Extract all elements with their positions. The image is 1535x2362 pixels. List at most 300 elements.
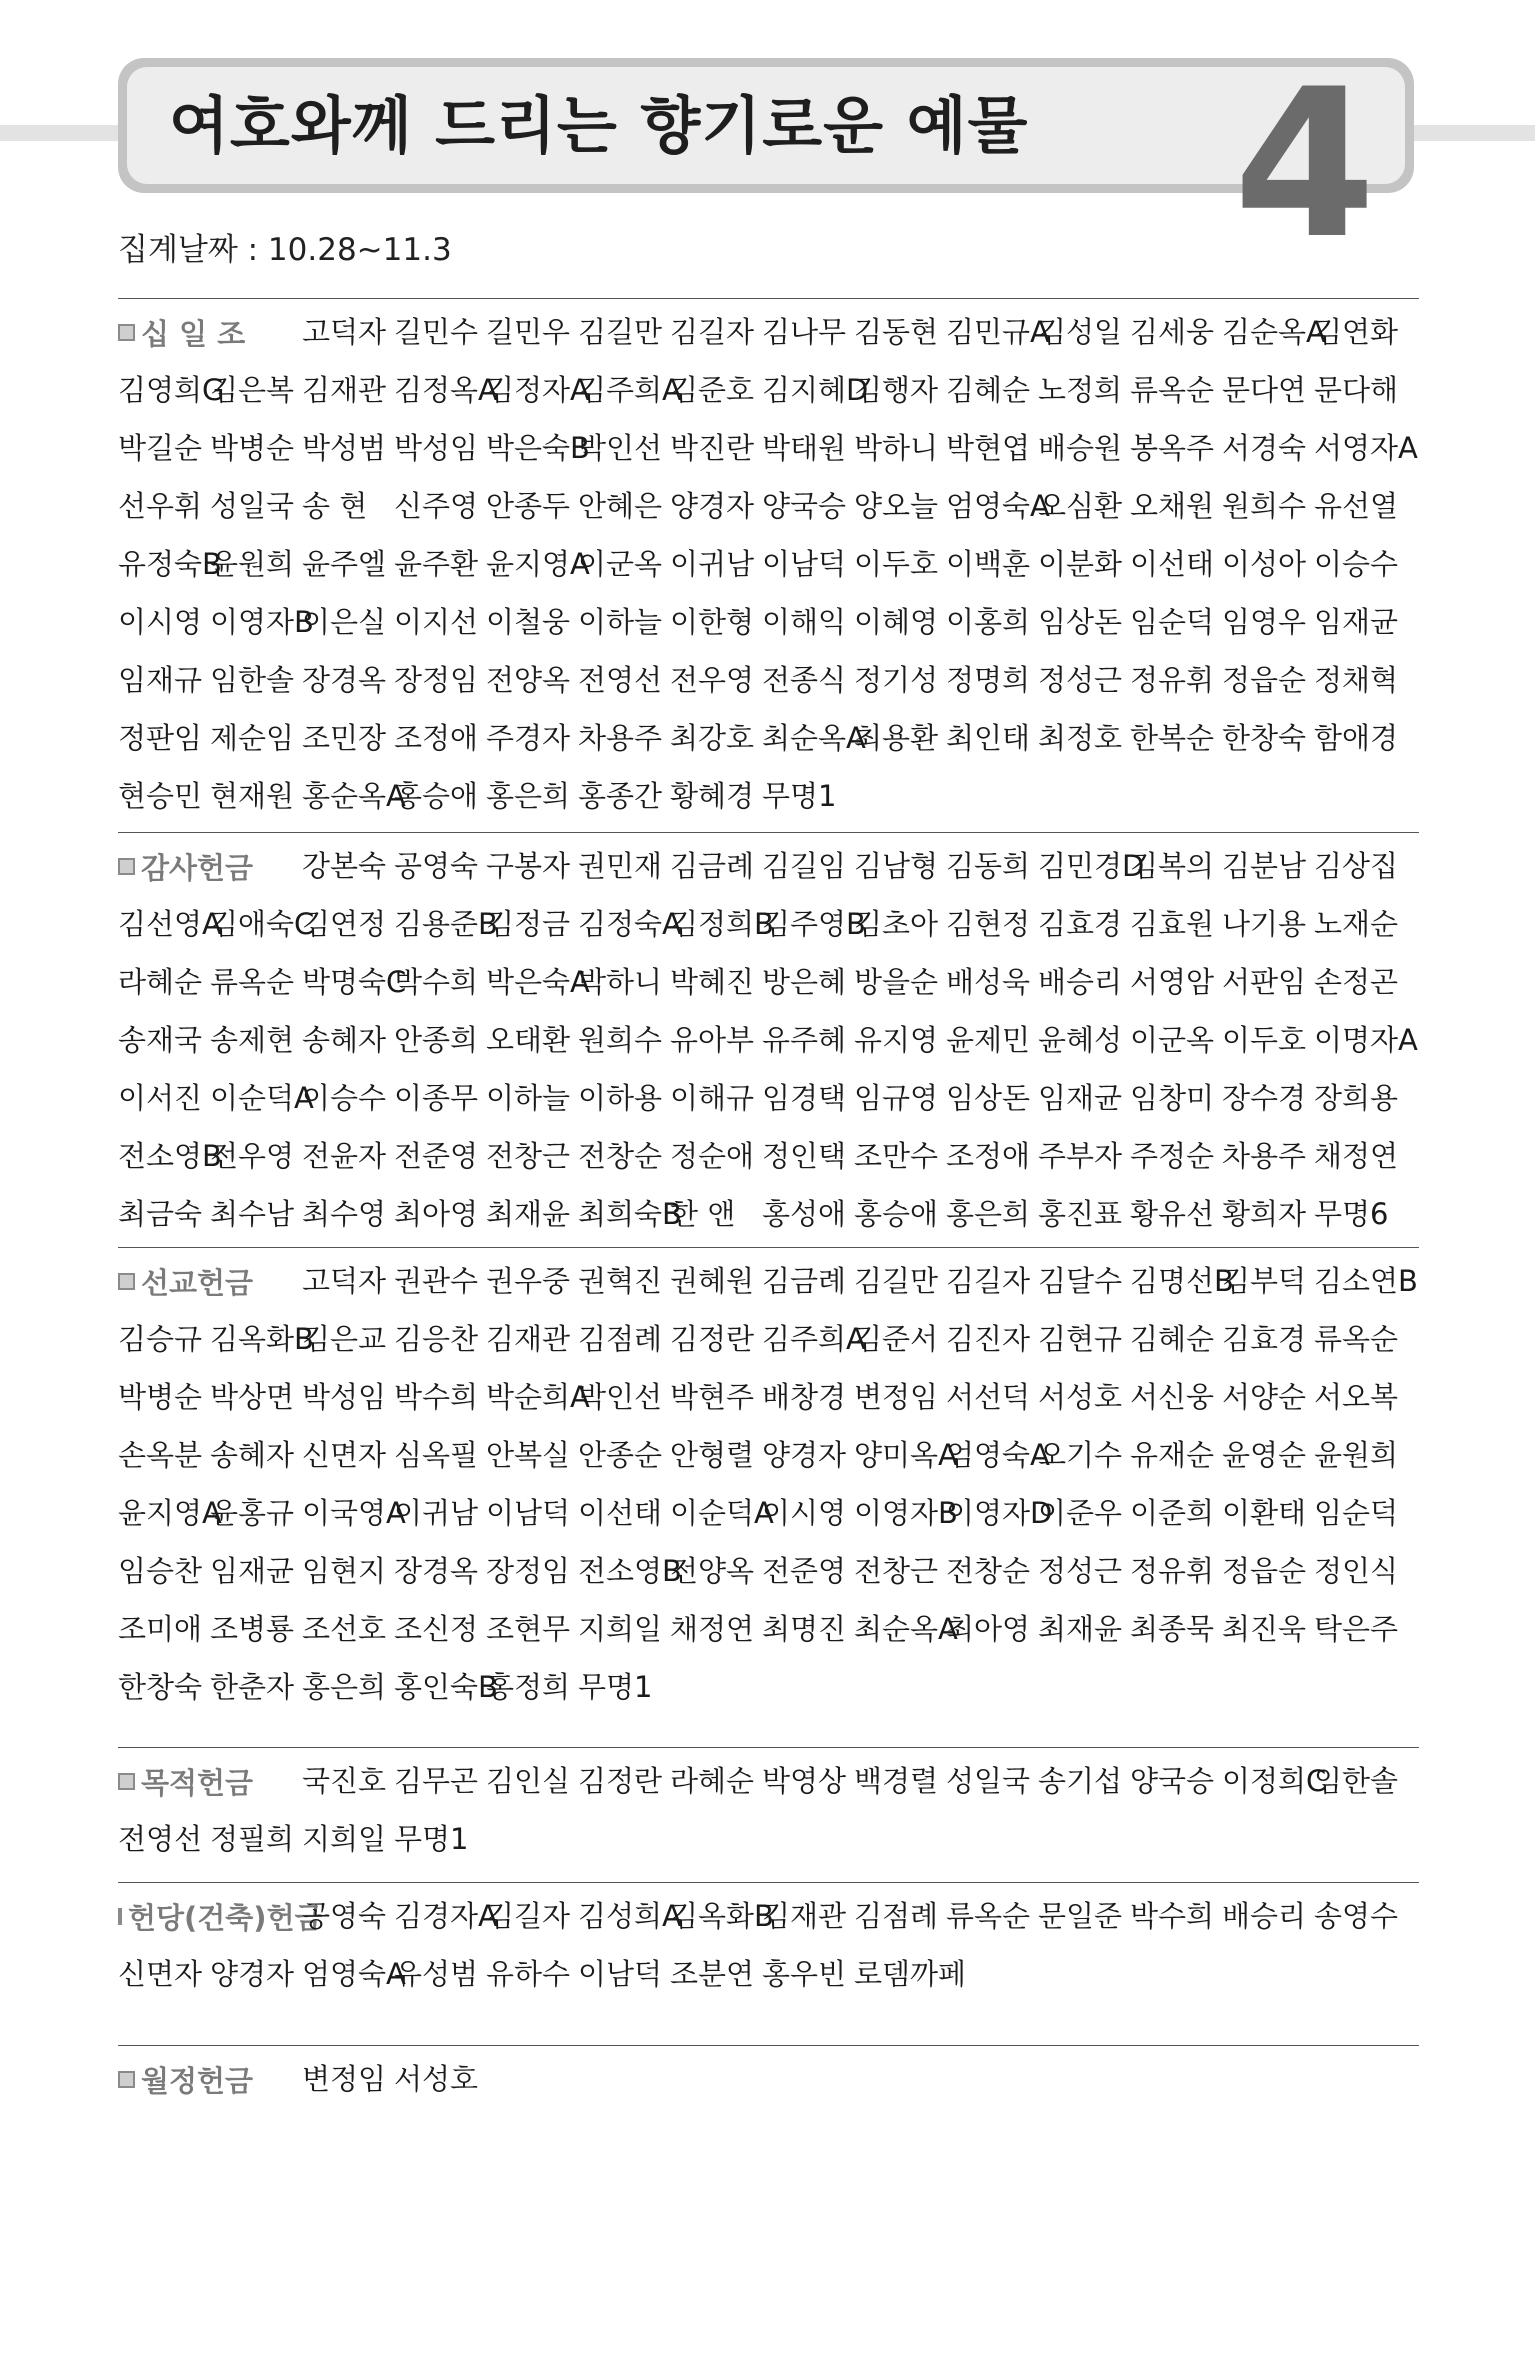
donor-name: 이해규 (670, 1081, 755, 1115)
donor-name: 이준우 (1038, 1496, 1123, 1530)
donor-name: 제순임 (210, 721, 295, 755)
donor-name: 송혜자 (302, 1023, 387, 1057)
donor-name: 조정애 (946, 1139, 1031, 1173)
donor-name: 김연화 (1314, 315, 1399, 349)
donor-name: 박하니 (854, 431, 939, 465)
donor-name: 오태환 (486, 1023, 571, 1057)
donor-name: 이남덕 (578, 1957, 663, 1991)
donor-name: 성일국 (210, 489, 295, 523)
donor-name: 안종희 (394, 1023, 479, 1057)
donor-name: 조만수 (854, 1139, 939, 1173)
donor-name: 유하수 (486, 1957, 571, 1991)
donor-name: 임상돈 (1038, 605, 1123, 639)
donor-name: 최희숙B (578, 1197, 682, 1231)
name-grid (118, 1252, 1418, 1716)
donor-name: 최수남 (210, 1197, 295, 1231)
donor-name: 배창경 (762, 1380, 847, 1414)
donor-name: 차용주 (1222, 1139, 1307, 1173)
donor-name: 김소연B (1314, 1264, 1418, 1298)
donor-name: 서판임 (1222, 965, 1307, 999)
donor-name: 홍우빈 (762, 1957, 847, 1991)
donor-name: 이준희 (1130, 1496, 1215, 1530)
donor-name: 최재윤 (486, 1197, 571, 1231)
donor-name: 이성아 (1222, 547, 1307, 581)
donor-name: 이한형 (670, 605, 755, 639)
donor-name: 조미애 (118, 1612, 203, 1646)
donor-name: 김금례 (762, 1264, 847, 1298)
donor-name: 공영숙 (394, 849, 479, 883)
donor-name: 박현주 (670, 1380, 755, 1414)
donor-name: 김정란 (670, 1322, 755, 1356)
donor-name: 정읍순 (1222, 663, 1307, 697)
donor-name: 라혜순 (118, 965, 203, 999)
donor-name: 배성욱 (946, 965, 1031, 999)
donor-name: 김길자 (946, 1264, 1031, 1298)
donor-name: 손정곤 (1314, 965, 1399, 999)
donor-name: 안복실 (486, 1438, 571, 1472)
name-grid (118, 303, 1418, 825)
donor-name: 오채원 (1130, 489, 1215, 523)
donor-name: 김주희A (762, 1322, 866, 1356)
donor-name: 황유선 (1130, 1197, 1215, 1231)
donor-name: 양경자 (670, 489, 755, 523)
donor-name: 김재관 (302, 373, 387, 407)
donor-name: 김재관 (486, 1322, 571, 1356)
donor-name: 최강호 (670, 721, 755, 755)
donor-name: 김효원 (1130, 907, 1215, 941)
donor-name: 조병룡 (210, 1612, 295, 1646)
donor-name: 전창근 (854, 1554, 939, 1588)
donor-name: 신면자 (302, 1438, 387, 1472)
donor-name: 최정호 (1038, 721, 1123, 755)
donor-name: 임현지 (302, 1554, 387, 1588)
section-thanksgiving (118, 832, 1419, 1231)
donor-name: 정인식 (1314, 1554, 1399, 1588)
donor-name: 이승수 (302, 1081, 387, 1115)
donor-name: 원희수 (578, 1023, 663, 1057)
donor-name: 함애경 (1314, 721, 1399, 755)
donor-name: 이영자D (946, 1496, 1053, 1530)
section-label-text: 십 일 조 (141, 316, 246, 351)
donor-name: 이종무 (394, 1081, 479, 1115)
donor-name: 주경자 (486, 721, 571, 755)
donor-name: 전양옥 (670, 1554, 755, 1588)
name-grid (118, 2050, 1406, 2108)
donor-name: 이분화 (1038, 547, 1123, 581)
donor-name: 이시영 (118, 605, 203, 639)
donor-name: 무명6 (1314, 1197, 1389, 1231)
donor-name: 정기성 (854, 663, 939, 697)
donor-name: 이서진 (118, 1081, 203, 1115)
donor-name: 박상면 (210, 1380, 295, 1414)
donor-name: 정성근 (1038, 663, 1123, 697)
name-grid (118, 1887, 1406, 2003)
donor-name: 박순희A (486, 1380, 590, 1414)
donor-name: 박수희 (394, 1380, 479, 1414)
donor-name: 무명1 (762, 779, 837, 813)
donor-name: 서선덕 (946, 1380, 1031, 1414)
donor-name: 나기용 (1222, 907, 1307, 941)
donor-name: 공영숙 (302, 1899, 387, 1933)
donor-name: 신면자 (118, 1957, 203, 1991)
donor-name: 김민경D (1038, 849, 1145, 883)
donor-name: 한창숙 (118, 1670, 203, 1704)
donor-name: 박성범 (302, 431, 387, 465)
section-building (118, 1882, 1419, 1991)
donor-name: 길민수 (394, 315, 479, 349)
donor-name: 김정란 (578, 1764, 663, 1798)
donor-name: 김옥화B (210, 1322, 314, 1356)
donor-name: 황혜경 (670, 779, 755, 813)
donor-name: 임재균 (1314, 605, 1399, 639)
donor-name: 홍순옥A (302, 779, 406, 813)
donor-name: 엄영숙A (946, 1438, 1050, 1472)
donor-name: 김달수 (1038, 1264, 1123, 1298)
donor-name: 박병순 (210, 431, 295, 465)
donor-name: 박수희 (394, 965, 479, 999)
donor-name: 윤지영A (118, 1496, 222, 1530)
donor-name: 최수영 (302, 1197, 387, 1231)
donor-name: 이시영 (762, 1496, 847, 1530)
donor-name: 임순덕 (1130, 605, 1215, 639)
donor-name: 김정자A (486, 373, 590, 407)
donor-name: 임창미 (1130, 1081, 1215, 1115)
donor-name: 현승민 (118, 779, 203, 813)
donor-name: 김부덕 (1222, 1264, 1307, 1298)
donor-name: 김명선B (1130, 1264, 1234, 1298)
donor-name: 정유휘 (1130, 1554, 1215, 1588)
donor-name: 이지선 (394, 605, 479, 639)
donor-name: 무명1 (578, 1670, 653, 1704)
donor-name: 정유휘 (1130, 663, 1215, 697)
donor-name: 이남덕 (762, 547, 847, 581)
donor-name: 정필희 (210, 1822, 295, 1856)
donor-name: 선우휘 (118, 489, 203, 523)
donor-name: 임한솔 (210, 663, 295, 697)
donor-name: 유정숙B (118, 547, 222, 581)
donor-name: 윤원희 (1314, 1438, 1399, 1472)
donor-name: 장수경 (1222, 1081, 1307, 1115)
section-monthly (118, 2045, 1419, 2098)
donor-name: 박인선 (578, 1380, 663, 1414)
donor-name: 엄영숙A (302, 1957, 406, 1991)
donor-name: 서영자A (1314, 431, 1418, 465)
donor-name: 김재관 (762, 1899, 847, 1933)
donor-name: 김행자 (854, 373, 939, 407)
donor-name: 심옥필 (394, 1438, 479, 1472)
donor-name: 홍승애 (854, 1197, 939, 1231)
donor-name: 엄영숙A (946, 489, 1050, 523)
donor-name: 양국승 (762, 489, 847, 523)
donor-name: 박명숙C (302, 965, 407, 999)
donor-name: 임재균 (1038, 1081, 1123, 1115)
square-bullet-icon (118, 858, 135, 875)
donor-name: 박은숙A (486, 965, 590, 999)
donor-name: 유지영 (854, 1023, 939, 1057)
donor-name: 장경옥 (302, 663, 387, 697)
donor-name: 황희자 (1222, 1197, 1307, 1231)
donor-name: 김응찬 (394, 1322, 479, 1356)
donor-name: 김길자 (670, 315, 755, 349)
donor-name: 임경택 (762, 1081, 847, 1115)
donor-name: 유아부 (670, 1023, 755, 1057)
donor-name: 권관수 (394, 1264, 479, 1298)
donor-name: 서오복 (1314, 1380, 1399, 1414)
donor-name: 최금숙 (118, 1197, 203, 1231)
section-label-text: 헌당(건축)헌금 (128, 1900, 323, 1935)
donor-name: 윤혜성 (1038, 1023, 1123, 1057)
donor-name: 류옥순 (210, 965, 295, 999)
donor-name: 전소영B (118, 1139, 222, 1173)
donor-name: 서양순 (1222, 1380, 1307, 1414)
donor-name: 이영자B (854, 1496, 958, 1530)
donor-name: 송혜자 (210, 1438, 295, 1472)
donor-name: 박태원 (762, 431, 847, 465)
donor-name: 김동현 (854, 315, 939, 349)
donor-name: 노정희 (1038, 373, 1123, 407)
donor-name: 김혜순 (1130, 1322, 1215, 1356)
donor-name: 봉옥주 (1130, 431, 1215, 465)
donor-name: 박병순 (118, 1380, 203, 1414)
donor-name: 전양옥 (486, 663, 571, 697)
square-bullet-icon (118, 1908, 122, 1925)
donor-name: 길민우 (486, 315, 571, 349)
donor-name: 장정임 (394, 663, 479, 697)
donor-name: 현재원 (210, 779, 295, 813)
donor-name: 권혁진 (578, 1264, 663, 1298)
donor-name: 박영상 (762, 1764, 847, 1798)
donor-name: 국진호 (302, 1764, 387, 1798)
donor-name: 안종순 (578, 1438, 663, 1472)
section-mission (118, 1247, 1419, 1704)
donor-name: 김선영A (118, 907, 222, 941)
donor-name: 주정순 (1130, 1139, 1215, 1173)
donor-name: 고덕자 (302, 315, 387, 349)
donor-name: 최인태 (946, 721, 1031, 755)
donor-name: 이승수 (1314, 547, 1399, 581)
donor-name: 김주영B (762, 907, 866, 941)
donor-name: 고덕자 (302, 1264, 387, 1298)
donor-name: 신주영 (394, 489, 479, 523)
name-grid (118, 1752, 1406, 1868)
donor-name: 이하늘 (486, 1081, 571, 1115)
donor-name: 김진자 (946, 1322, 1031, 1356)
donor-name: 안혜은 (578, 489, 663, 523)
donor-name: 서성호 (394, 2062, 479, 2096)
donor-name: 윤영순 (1222, 1438, 1307, 1472)
donor-name: 김동희 (946, 849, 1031, 883)
donor-name: 양경자 (762, 1438, 847, 1472)
donor-name: 문다해 (1314, 373, 1399, 407)
donor-name: 조현무 (486, 1612, 571, 1646)
donor-name: 홍종간 (578, 779, 663, 813)
donor-name: 전준영 (762, 1554, 847, 1588)
donor-name: 문일준 (1038, 1899, 1123, 1933)
donor-name: 이귀남 (670, 547, 755, 581)
donor-name: 박성임 (302, 1380, 387, 1414)
donor-name: 김정금 (486, 907, 571, 941)
donor-name: 김분남 (1222, 849, 1307, 883)
donor-name: 임순덕 (1314, 1496, 1399, 1530)
section-label (118, 837, 302, 895)
donor-name: 송제현 (210, 1023, 295, 1057)
donor-name: 서영암 (1130, 965, 1215, 999)
donor-name: 전소영B (578, 1554, 682, 1588)
donor-name: 한창숙 (1222, 721, 1307, 755)
section-designated (118, 1747, 1419, 1856)
donor-name: 변정임 (854, 1380, 939, 1414)
donor-name: 이순덕A (670, 1496, 774, 1530)
donor-name: 송기섭 (1038, 1764, 1123, 1798)
donor-name: 최순옥A (854, 1612, 958, 1646)
square-bullet-icon (118, 324, 135, 341)
donor-name: 임재균 (210, 1554, 295, 1588)
donor-name: 박성임 (394, 431, 479, 465)
donor-name: 로뎀까페 (854, 1957, 967, 1991)
donor-name: 김용준B (394, 907, 498, 941)
section-label (118, 1887, 323, 1945)
donor-name: 이군옥 (578, 547, 663, 581)
donor-name: 김길만 (578, 315, 663, 349)
donor-name: 임상돈 (946, 1081, 1031, 1115)
donor-name: 이백훈 (946, 547, 1031, 581)
donor-name: 권우중 (486, 1264, 571, 1298)
donor-name: 김효경 (1222, 1322, 1307, 1356)
donor-name: 전영선 (578, 663, 663, 697)
donor-name: 박길순 (118, 431, 203, 465)
donor-name: 이남덕 (486, 1496, 571, 1530)
section-label (118, 1752, 302, 1810)
donor-name: 정순애 (670, 1139, 755, 1173)
donor-name: 백경렬 (854, 1764, 939, 1798)
donor-name: 김민규A (946, 315, 1050, 349)
donor-name: 무명1 (394, 1822, 469, 1856)
donor-name: 정인택 (762, 1139, 847, 1173)
donor-name: 정채혁 (1314, 663, 1399, 697)
donor-name: 윤주환 (394, 547, 479, 581)
donor-name: 이순덕A (210, 1081, 314, 1115)
donor-name: 김애숙C (210, 907, 315, 941)
donor-name: 김효경 (1038, 907, 1123, 941)
donor-name: 정성근 (1038, 1554, 1123, 1588)
donor-name: 이두호 (1222, 1023, 1307, 1057)
page-title: 여호와께 드리는 향기로운 예물 (169, 89, 1029, 162)
donor-name: 김정희B (670, 907, 774, 941)
donor-name: 양국승 (1130, 1764, 1215, 1798)
donor-name: 장희용 (1314, 1081, 1399, 1115)
donor-name: 손옥분 (118, 1438, 203, 1472)
donor-name: 전우영 (670, 663, 755, 697)
title-banner-inner (127, 67, 1405, 184)
donor-name: 서경숙 (1222, 431, 1307, 465)
donor-name: 조민장 (302, 721, 387, 755)
donor-name: 김길만 (854, 1264, 939, 1298)
donor-name: 채정연 (670, 1612, 755, 1646)
donor-name: 구봉자 (486, 849, 571, 883)
donor-name: 김준서 (854, 1322, 939, 1356)
donor-name: 김점례 (854, 1899, 939, 1933)
donor-name: 김은복 (210, 373, 295, 407)
donor-name: 전종식 (762, 663, 847, 697)
donor-name: 박현엽 (946, 431, 1031, 465)
donor-name: 김지혜D (762, 373, 869, 407)
donor-name: 류옥순 (1130, 373, 1215, 407)
donor-name: 홍은희 (302, 1670, 387, 1704)
square-bullet-icon (118, 1273, 135, 1290)
donor-name: 이홍희 (946, 605, 1031, 639)
donor-name: 김성희A (578, 1899, 682, 1933)
donor-name: 박하니 (578, 965, 663, 999)
square-bullet-icon (118, 2071, 135, 2088)
donor-name: 최순옥A (762, 721, 866, 755)
section-label-text: 월정헌금 (141, 2063, 254, 2098)
donor-name: 이영자B (210, 605, 314, 639)
donor-name: 송영수 (1314, 1899, 1399, 1933)
donor-name: 이철웅 (486, 605, 571, 639)
donor-name: 한 앤 (670, 1197, 736, 1231)
donor-name: 박진란 (670, 431, 755, 465)
donor-name: 이선태 (578, 1496, 663, 1530)
section-label-text: 목적헌금 (141, 1765, 254, 1800)
donor-name: 최명진 (762, 1612, 847, 1646)
donor-name: 임재규 (118, 663, 203, 697)
donor-name: 김순옥A (1222, 315, 1326, 349)
donor-name: 이하용 (578, 1081, 663, 1115)
donor-name: 최아영 (394, 1197, 479, 1231)
donor-name: 김점례 (578, 1322, 663, 1356)
donor-name: 박인선 (578, 431, 663, 465)
donor-name: 이은실 (302, 605, 387, 639)
donor-name: 김주희A (578, 373, 682, 407)
donor-name: 김길임 (762, 849, 847, 883)
donor-name: 유성범 (394, 1957, 479, 1991)
donor-name: 전창순 (578, 1139, 663, 1173)
donor-name: 유주혜 (762, 1023, 847, 1057)
donor-name: 김초아 (854, 907, 939, 941)
donor-name: 김연정 (302, 907, 387, 941)
donor-name: 주부자 (1038, 1139, 1123, 1173)
donor-name: 조정애 (394, 721, 479, 755)
donor-name: 윤주엘 (302, 547, 387, 581)
donor-name: 김무곤 (394, 1764, 479, 1798)
donor-name: 탁은주 (1314, 1612, 1399, 1646)
donor-name: 이하늘 (578, 605, 663, 639)
donor-name: 홍인숙B (394, 1670, 498, 1704)
donor-name: 최진욱 (1222, 1612, 1307, 1646)
donor-name: 서신웅 (1130, 1380, 1215, 1414)
donor-name: 송재국 (118, 1023, 203, 1057)
donor-name: 류옥순 (1314, 1322, 1399, 1356)
donor-name: 김길자 (486, 1899, 571, 1933)
donor-name: 배승원 (1038, 431, 1123, 465)
donor-name: 전창근 (486, 1139, 571, 1173)
donor-name: 홍성애 (762, 1197, 847, 1231)
name-grid (118, 837, 1418, 1243)
donor-name: 김복의 (1130, 849, 1215, 883)
square-bullet-icon (118, 1773, 135, 1790)
donor-name: 전준영 (394, 1139, 479, 1173)
section-label-text: 선교헌금 (141, 1265, 254, 1300)
donor-name: 임영우 (1222, 605, 1307, 639)
donor-name: 전윤자 (302, 1139, 387, 1173)
donor-name: 지희일 (302, 1822, 387, 1856)
donor-name: 최용환 (854, 721, 939, 755)
donor-name: 김영희G (118, 373, 225, 407)
donor-name: 양미옥A (854, 1438, 958, 1472)
section-label (118, 303, 302, 361)
donor-name: 양오늘 (854, 489, 939, 523)
donor-name: 김성일 (1038, 315, 1123, 349)
